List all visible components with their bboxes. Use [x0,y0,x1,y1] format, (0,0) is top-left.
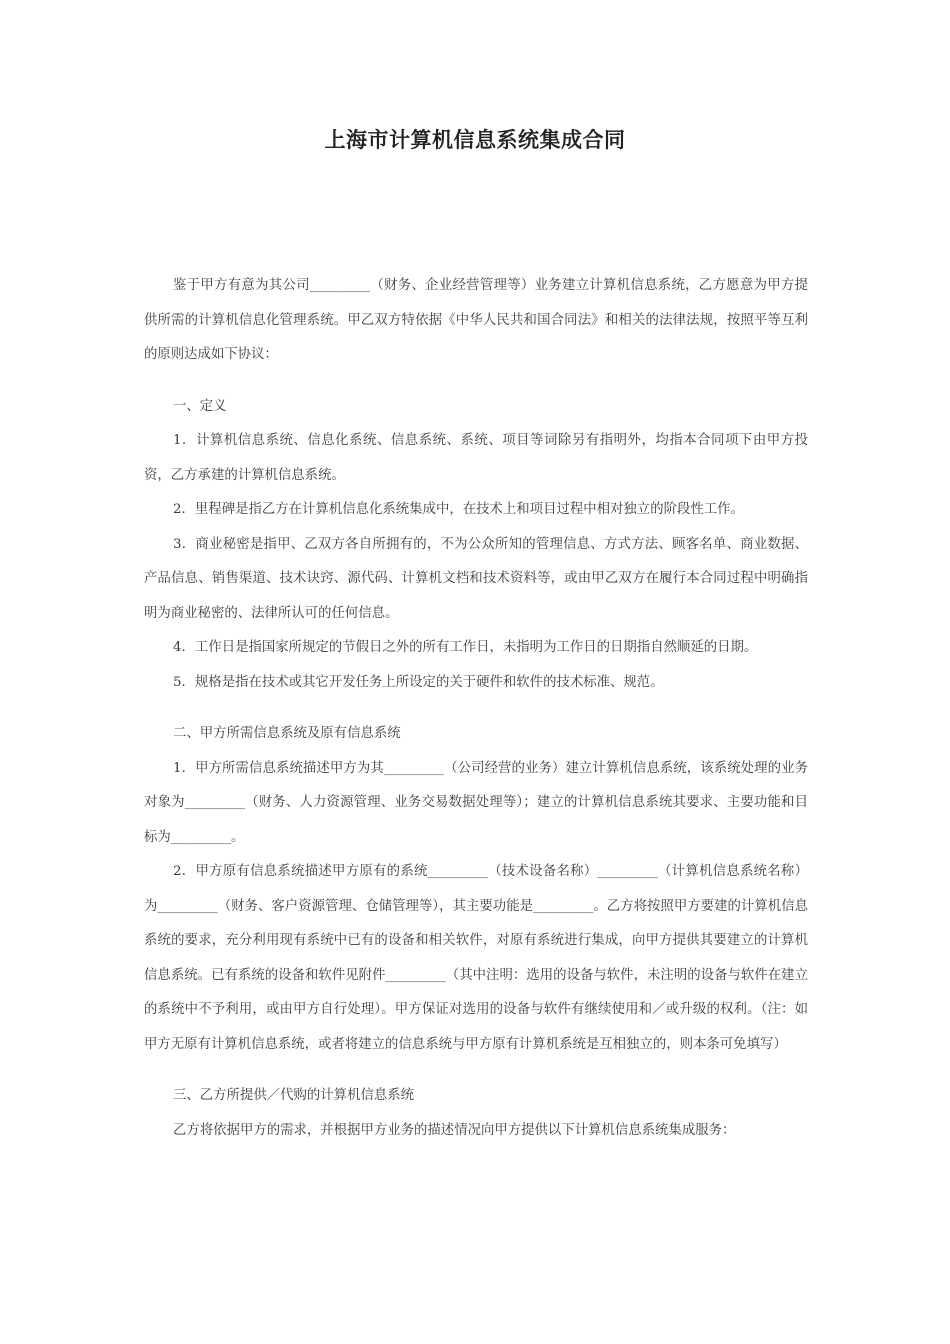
party-a-system-item-2: 2．甲方原有信息系统描述甲方原有的系统_________（技术设备名称）_________（计算机信息系统名称）为_________（财务、客户资源管理、仓储管理等），其主要功能是_________。乙方将按照甲方要建的计算机信息系统的要求，充分利用现有系统中已有的设备和相关软件，对原有系统进行集成，向甲方提供其要建立的计算机信息系统。已有系统的设备和软件见附件_________（其中注明：选用的设备与软件，未注明的设备与软件在建立的系统中不予利用，或由甲方自行处理）。甲方保证对选用的设备与软件有继续使用和／或升级的权利。（注：如甲方无原有计算机信息系统，或者将建立的信息系统与甲方原有计算机系统是互相独立的，则本条可免填写） [144,864,808,1052]
preamble-paragraph: 鉴于甲方有意为其公司_________（财务、企业经营管理等）业务建立计算机信息系统，乙方愿意为甲方提供所需的计算机信息化管理系统。甲乙双方特依据《中华人民共和国合同法》和相关的法律法规，按照平等互利的原则达成如下协议： [144,278,808,362]
section-gap [144,373,808,390]
section-heading-party-a-systems: 二、甲方所需信息系统及原有信息系统 [173,726,401,741]
section-gap [144,700,808,717]
document-title: 上海市计算机信息系统集成合同 [324,128,626,152]
section-heading-party-b-systems: 三、乙方所提供／代购的计算机信息系统 [173,1088,415,1103]
party-a-system-item-1: 1．甲方所需信息系统描述甲方为其_________（公司经营的业务）建立计算机信息系统，该系统处理的业务对象为_________（财务、人力资源管理、业务交易数据处理等）；建立的计算机信息系统其要求、主要功能和目标为_________。 [144,760,808,845]
section-heading-definitions: 一、定义 [173,398,227,414]
definition-item-4: 4．工作日是指国家所规定的节假日之外的所有工作日，未指明为工作日的日期指自然顺延的日期。 [173,640,758,655]
definition-item-5: 5．规格是指在技术或其它开发任务上所设定的关于硬件和软件的技术标准、规范。 [173,674,664,690]
definition-item-1: 1．计算机信息系统、信息化系统、信息系统、系统、项目等词除另有指明外，均指本合同项下由甲方投资，乙方承建的计算机信息系统。 [144,433,808,483]
party-b-system-intro: 乙方将依据甲方的需求，并根据甲方业务的描述情况向甲方提供以下计算机信息系统集成服务： [173,1122,736,1138]
section-gap [144,1062,808,1079]
definition-item-3: 3．商业秘密是指甲、乙双方各自所拥有的，不为公众所知的管理信息、方式方法、顾客名单、商业数据、产品信息、销售渠道、技术诀窍、源代码、计算机文档和技术资料等，或由甲乙双方在履行本合同过程中明确指明为商业秘密的、法律所认可的任何信息。 [144,536,808,621]
contract-body [144,269,808,1148]
definition-item-2: 2．里程碑是指乙方在计算机信息化系统集成中，在技术上和项目过程中相对独立的阶段性工作。 [173,502,744,517]
